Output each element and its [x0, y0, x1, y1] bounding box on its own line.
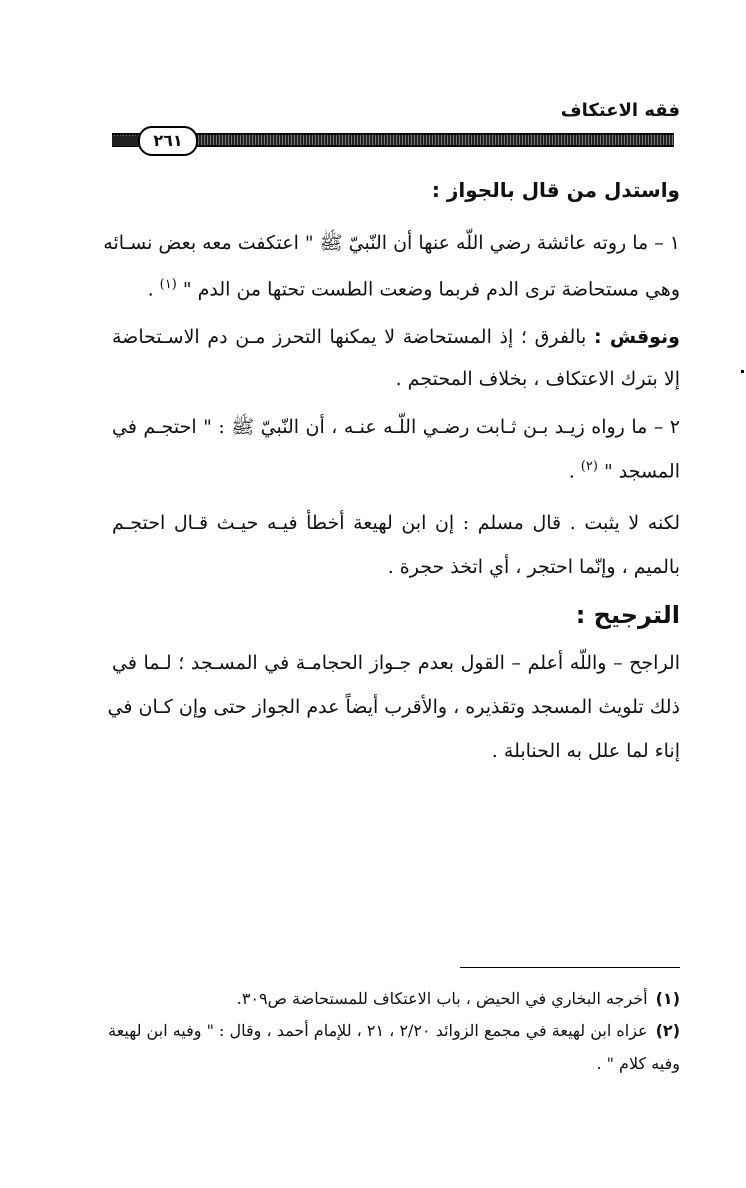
footnote-2-text: عزاه ابن لهيعة في مجمع الزوائد ٢/٢٠ ، ٢١ ، للإمام أحمد ، وقال : " وفيه ابن لهيعة	[108, 1021, 648, 1040]
item2-period: .	[568, 460, 575, 483]
page-number: ٢٦١	[138, 126, 198, 156]
footnote-1-text: أخرجه البخاري في الحيض ، باب الاعتكاف للمستحاضة ص٣٠٩.	[236, 989, 648, 1008]
rebuttal-label: ونوقش :	[594, 326, 680, 348]
item1-line2	[148, 270, 680, 304]
section-heading-tarjih: الترجيح :	[575, 601, 680, 629]
footnote-1-number: (١)	[655, 989, 680, 1008]
item1-period: .	[147, 278, 154, 301]
scan-speck	[741, 370, 744, 373]
footnote-2-continuation: وفيه كلام " .	[596, 1054, 680, 1073]
rebuttal-text: بالفرق ؛ إذ المستحاضة لا يمكنها التحرز مـن دم الاسـتحاضة	[112, 326, 587, 348]
footnote-ref-1: (١)	[159, 277, 177, 292]
footnote-2	[108, 1017, 680, 1045]
footnote-1	[237, 985, 680, 1013]
rebuttal-line2: إلا بترك الاعتكاف ، بخلاف المحتجم .	[395, 368, 680, 390]
footnote-ref-2: (٢)	[580, 459, 598, 474]
item2-line2	[569, 452, 680, 486]
tarjih-line2: ذلك تلويث المسجد وتقذيره ، والأقرب أيضاً عدم الجواز حتى وإن كـان في	[107, 696, 680, 718]
critique-line1: لكنه لا يثبت . قال مسلم : إن ابن لهيعة أخطأ فيـه حيـث قـال احتجـم	[112, 512, 680, 534]
tarjih-line1: الراجح – واللّه أعلم – القول بعدم جـواز الحجامـة في المسـجد ؛ لـما في	[112, 652, 680, 674]
footnote-2-number: (٢)	[655, 1021, 680, 1040]
tarjih-line3: إناء لما علل به الحنابلة .	[491, 740, 680, 762]
running-title: فقه الاعتكاف	[560, 100, 680, 121]
footnote-separator	[460, 967, 680, 968]
critique-line2: بالميم ، وإنّما احتجر ، أي اتخذ حجرة .	[387, 556, 680, 578]
item1-text: وهي مستحاضة ترى الدم فربما وضعت الطست تحتها من الدم "	[182, 278, 680, 301]
rebuttal-line1	[112, 322, 680, 352]
item2-text: المسجد "	[603, 460, 680, 483]
item1-line1: ١ – ما روته عائشة رضي اللّه عنها أن النّبيّ ﷺ " اعتكفت معه بعض نسـائه	[103, 232, 680, 254]
section-heading-evidence: واستدل من قال بالجواز :	[431, 178, 680, 202]
item2-line1: ٢ – ما رواه زيـد بـن ثـابت رضـي اللّـه عنـه ، أن النّبيّ ﷺ : " احتجـم في	[112, 416, 680, 438]
